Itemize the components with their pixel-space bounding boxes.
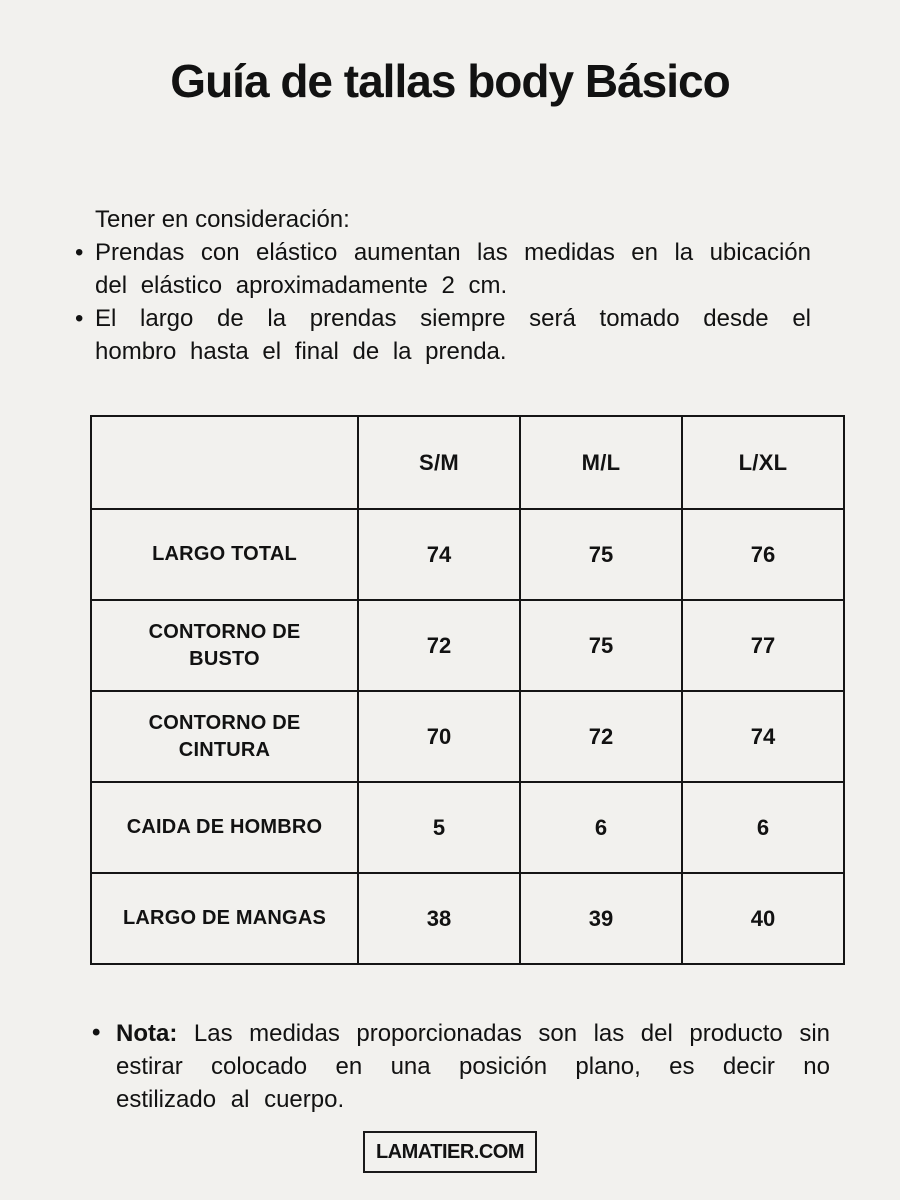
size-value: 38 xyxy=(358,873,520,964)
column-header-lxl: L/XL xyxy=(682,416,844,509)
considerations-section xyxy=(73,203,811,368)
considerations-heading: Tener en consideración: xyxy=(95,206,350,233)
corner-cell xyxy=(91,416,358,509)
size-guide-table xyxy=(90,415,845,965)
table-row-contorno-busto xyxy=(91,600,844,691)
note-item xyxy=(90,1017,830,1116)
size-value: 75 xyxy=(520,600,682,691)
considerations-list xyxy=(73,236,811,368)
table-row-largo-mangas xyxy=(91,873,844,964)
table-row-caida-hombro xyxy=(91,782,844,873)
table-header-row xyxy=(91,416,844,509)
page-title: Guía de tallas body Básico xyxy=(170,55,730,107)
size-value: 6 xyxy=(520,782,682,873)
column-header-sm: S/M xyxy=(358,416,520,509)
size-value: 74 xyxy=(358,509,520,600)
size-value: 72 xyxy=(520,691,682,782)
row-label: CAIDA DE HOMBRO xyxy=(91,782,358,873)
consideration-item: • El largo de la prendas siempre será tomado desde el hombro hasta el final de la prenda. xyxy=(73,302,811,368)
size-value: 74 xyxy=(682,691,844,782)
row-label: LARGO DE MANGAS xyxy=(91,873,358,964)
size-value: 77 xyxy=(682,600,844,691)
size-value: 40 xyxy=(682,873,844,964)
size-value: 5 xyxy=(358,782,520,873)
note-text: Las medidas proporcionadas son las del producto sin estirar colocado en una posición plano, es decir no estilizado al cuerpo. xyxy=(116,1020,830,1113)
note-section xyxy=(90,1017,830,1116)
size-value: 76 xyxy=(682,509,844,600)
table-row-contorno-cintura xyxy=(91,691,844,782)
footer xyxy=(0,1131,900,1173)
row-label: LARGO TOTAL xyxy=(91,509,358,600)
note-label: Nota: xyxy=(116,1020,178,1047)
table-row-largo-total xyxy=(91,509,844,600)
size-value: 70 xyxy=(358,691,520,782)
row-label: CONTORNO DE CINTURA xyxy=(91,691,358,782)
brand-badge: LAMATIER.COM xyxy=(363,1131,537,1173)
size-value: 39 xyxy=(520,873,682,964)
consideration-item: • Prendas con elástico aumentan las medidas en la ubicación del elástico aproximadamente 2 cm. xyxy=(73,236,811,302)
row-label: CONTORNO DE BUSTO xyxy=(91,600,358,691)
size-value: 72 xyxy=(358,600,520,691)
column-header-ml: M/L xyxy=(520,416,682,509)
size-value: 75 xyxy=(520,509,682,600)
size-value: 6 xyxy=(682,782,844,873)
